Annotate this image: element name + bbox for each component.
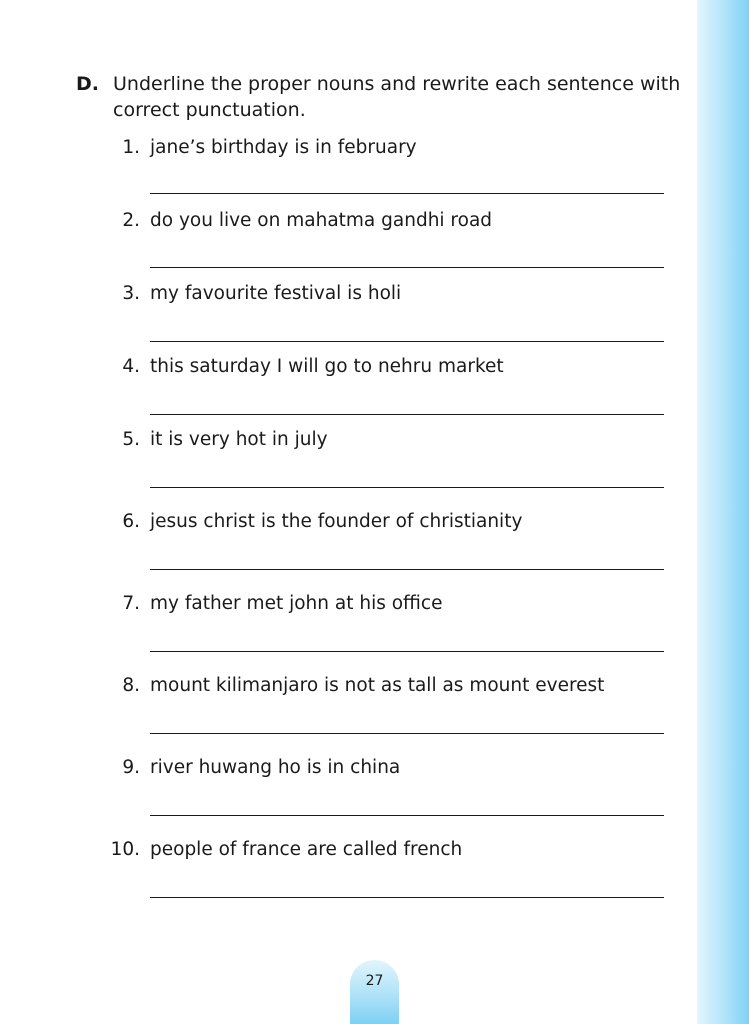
answer-line[interactable]: [150, 815, 664, 816]
answer-line[interactable]: [150, 569, 664, 570]
answer-line[interactable]: [150, 193, 664, 194]
item-sentence: jane’s birthday is in february: [150, 137, 417, 158]
item-number: 5.: [122, 429, 140, 450]
exercise-item-2: [0, 209, 697, 269]
answer-line[interactable]: [150, 414, 664, 415]
item-sentence: it is very hot in july: [150, 429, 328, 450]
item-sentence: river huwang ho is in china: [150, 757, 401, 778]
item-number: 9.: [122, 757, 140, 778]
page-number: 27: [365, 973, 384, 989]
answer-line[interactable]: [150, 267, 664, 268]
item-number: 1.: [122, 137, 140, 158]
answer-line[interactable]: [150, 897, 664, 898]
exercise-item-3: [0, 282, 697, 342]
item-number: 3.: [122, 283, 140, 304]
exercise-item-10: [0, 838, 697, 898]
item-number: 10.: [110, 839, 140, 860]
item-number: 2.: [122, 210, 140, 231]
item-number: 6.: [122, 511, 140, 532]
item-sentence: people of france are called french: [150, 839, 463, 860]
item-sentence: do you live on mahatma gandhi road: [150, 210, 493, 231]
decorative-side-band: [697, 0, 749, 1024]
section-letter: D.: [76, 73, 99, 95]
item-number: 7.: [122, 593, 140, 614]
exercise-item-6: [0, 510, 697, 570]
exercise-item-7: [0, 592, 697, 652]
exercise-item-9: [0, 756, 697, 816]
exercise-item-5: [0, 428, 697, 488]
item-sentence: jesus christ is the founder of christianity: [150, 511, 523, 532]
instruction-text: Underline the proper nouns and rewrite each sentence with correct punctuation.: [113, 73, 681, 121]
item-sentence: my father met john at his office: [150, 593, 443, 614]
exercise-item-1: [0, 136, 697, 196]
answer-line[interactable]: [150, 341, 664, 342]
answer-line[interactable]: [150, 487, 664, 488]
answer-line[interactable]: [150, 651, 664, 652]
answer-line[interactable]: [150, 733, 664, 734]
exercise-item-4: [0, 355, 697, 415]
item-sentence: my favourite festival is holi: [150, 283, 402, 304]
item-sentence: this saturday I will go to nehru market: [150, 356, 504, 377]
item-number: 4.: [122, 356, 140, 377]
exercise-item-8: [0, 674, 697, 734]
page-number-tab: [350, 960, 399, 1024]
item-sentence: mount kilimanjaro is not as tall as mount everest: [150, 675, 605, 696]
item-number: 8.: [122, 675, 140, 696]
